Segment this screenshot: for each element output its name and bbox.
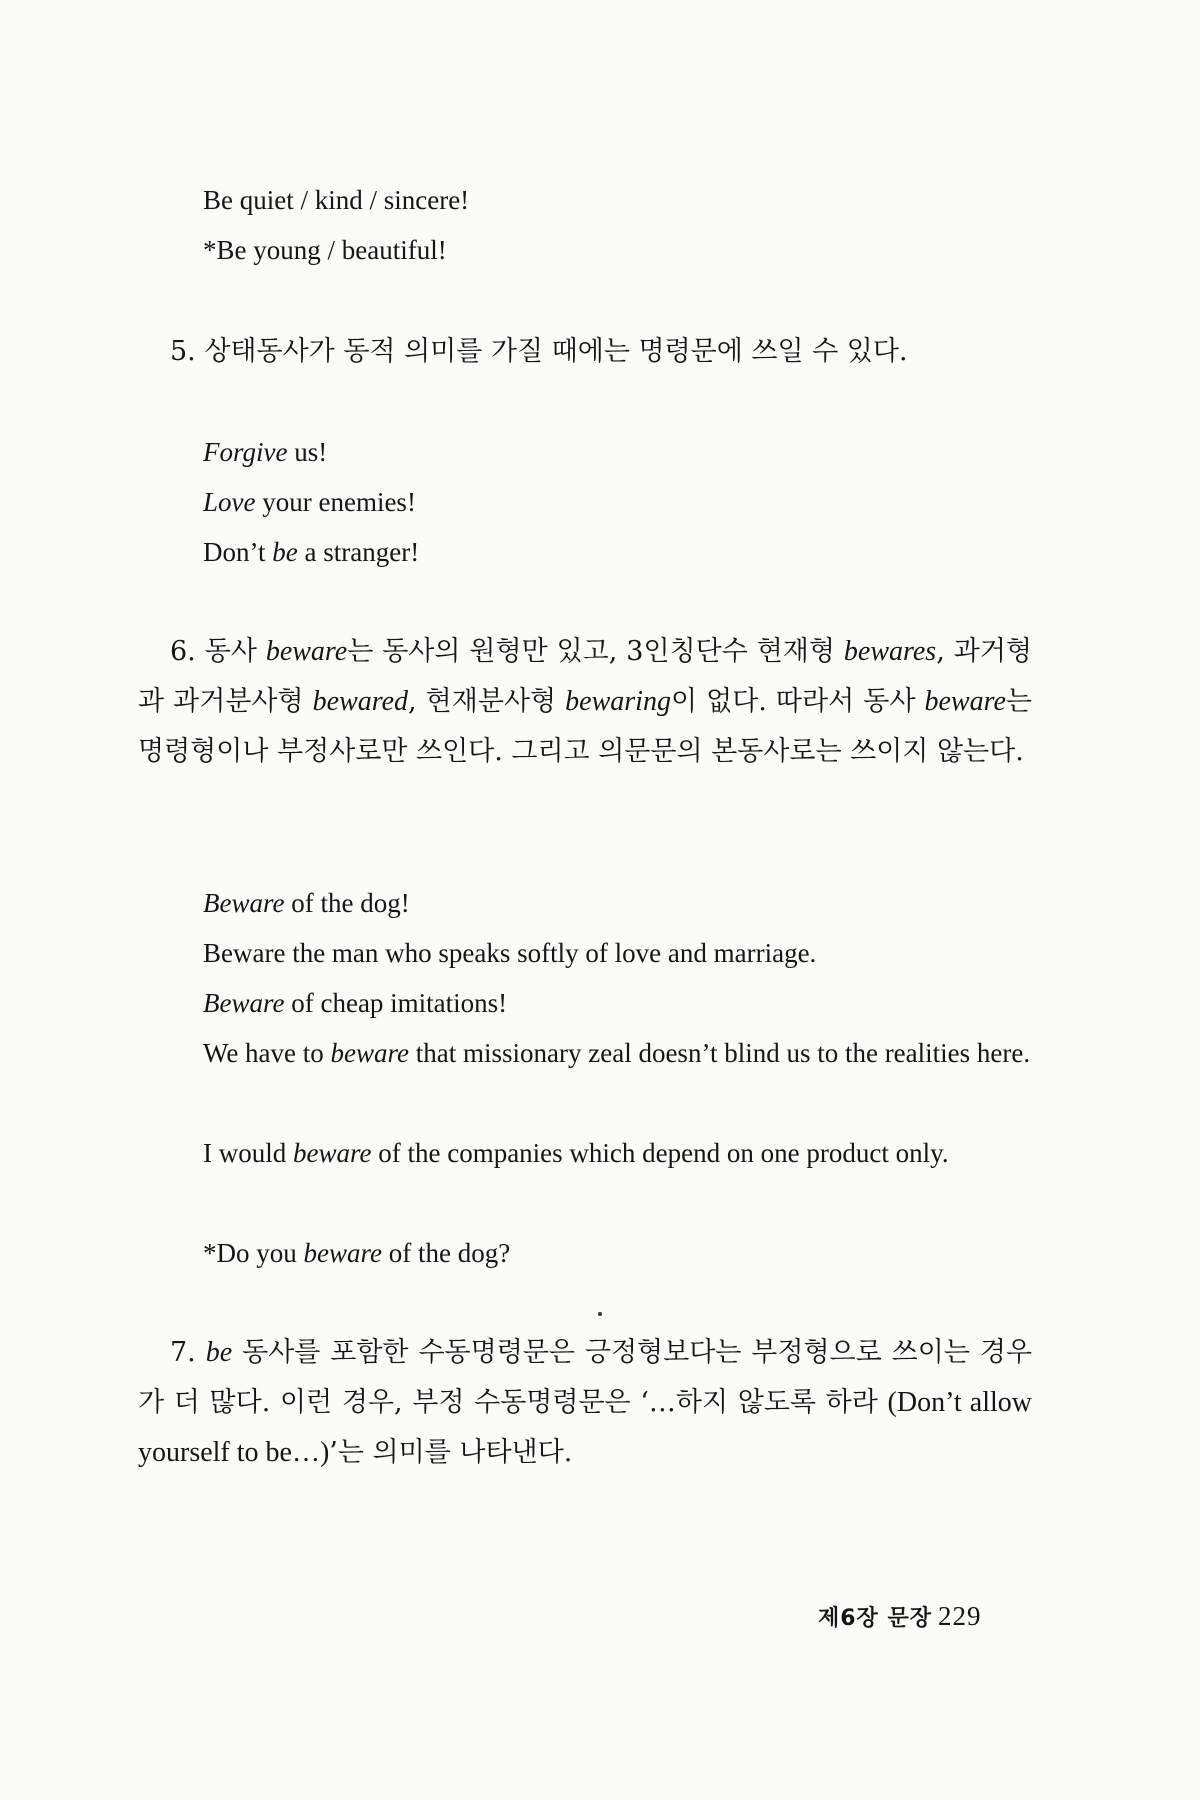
text-run: 는 동사의 원형만 있고, 3인칭단수 현재형 — [347, 636, 844, 667]
example-line — [170, 1128, 1032, 1178]
text-run: , 현재분사형 — [408, 686, 566, 717]
example-verb: beware — [330, 1038, 410, 1068]
term: bewaring — [565, 686, 671, 717]
section-5-heading: 5. 상태동사가 동적 의미를 가질 때에는 명령문에 쓰일 수 있다. — [170, 336, 908, 367]
example-line — [203, 978, 507, 1028]
example-line — [203, 477, 416, 527]
example-verb: Love — [203, 487, 256, 517]
section-6-paragraph — [138, 627, 1032, 777]
term: bewared — [312, 686, 409, 717]
example-text: of the companies which depend on one product only. — [371, 1138, 949, 1168]
english-gloss: (Don’t allow yourself to be…) — [138, 1387, 1032, 1468]
section-7-paragraph — [138, 1328, 1032, 1478]
text-run: ’는 의미를 나타낸다. — [329, 1437, 573, 1468]
page-number: 229 — [937, 1601, 982, 1631]
text-run: 는 명령형이나 부정사로만 쓰인다. 그리고 의문문의 본동사로는 쓰이지 않는다. — [138, 686, 1032, 767]
page-footer — [818, 1601, 981, 1632]
text-run: 이 없다. 따라서 동사 — [670, 686, 925, 717]
print-speck — [598, 1312, 602, 1316]
term: beware — [265, 636, 348, 667]
example-text: of the dog! — [284, 888, 410, 918]
text-run: 6. 동사 — [170, 636, 266, 667]
example-text: that missionary zeal doesn’t blind us to the realities here. — [409, 1038, 1031, 1068]
example-text: We have to — [203, 1038, 331, 1068]
example-line — [203, 527, 419, 577]
example-text: I would — [203, 1138, 293, 1168]
example-line: Be quiet / kind / sincere! — [203, 185, 470, 215]
example-text: *Do you — [203, 1238, 304, 1268]
text-run: , 과거형과 과거분사형 — [138, 636, 1032, 717]
example-line — [203, 427, 327, 477]
term: bewares — [843, 636, 937, 667]
example-line — [203, 878, 410, 928]
example-verb: Forgive — [203, 437, 288, 467]
example-text: Don’t — [203, 537, 273, 567]
example-text: a stranger! — [297, 537, 420, 567]
example-verb: Beware — [203, 888, 285, 918]
example-line — [170, 1028, 1032, 1078]
term: be — [205, 1337, 233, 1368]
chapter-label: 제6장 문장 — [818, 1606, 932, 1631]
example-line: *Be young / beautiful! — [203, 235, 447, 265]
example-verb: beware — [303, 1238, 382, 1268]
text-run: 동사를 포함한 수동명령문은 긍정형보다는 부정형으로 쓰이는 경우가 더 많다. 이런 경우, 부정 수동명령문은 ‘…하지 않도록 하라 — [138, 1337, 1033, 1418]
example-verb: beware — [293, 1138, 372, 1168]
example-line — [203, 1228, 510, 1278]
example-text: your enemies! — [255, 487, 416, 517]
text-run: 7. — [170, 1337, 206, 1368]
term: beware — [924, 686, 1006, 717]
example-text: of the dog? — [381, 1238, 511, 1268]
example-text: us! — [287, 437, 328, 467]
example-line: Beware the man who speaks softly of love and marriage. — [203, 938, 817, 968]
example-verb: Beware — [203, 988, 285, 1018]
example-text: of cheap imitations! — [284, 988, 508, 1018]
example-verb: be — [272, 537, 298, 567]
